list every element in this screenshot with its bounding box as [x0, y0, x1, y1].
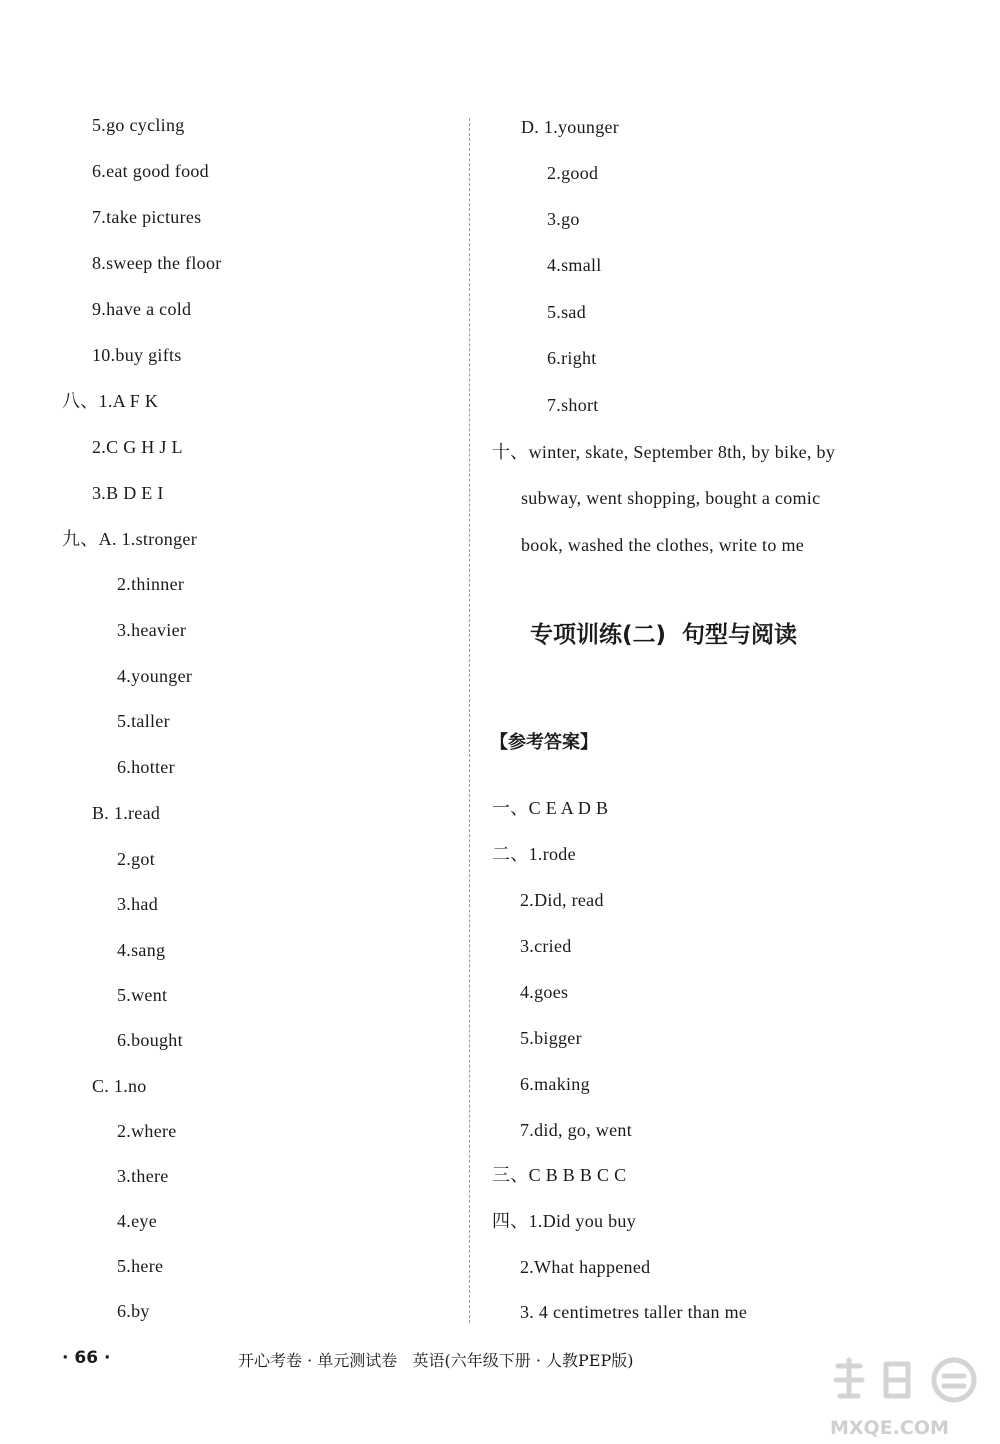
answer-line: 3.cried	[520, 936, 572, 956]
answer-line: 9.have a cold	[92, 299, 192, 319]
answer-line: 3. 4 centimetres taller than me	[520, 1302, 748, 1322]
answer-line: 5.here	[117, 1256, 164, 1276]
section-8-line: 八、1.A F K	[62, 391, 159, 411]
answer-line: 6.by	[117, 1301, 150, 1321]
answer-line: 2.good	[547, 163, 599, 183]
part-d-line: D. 1.younger	[521, 117, 620, 137]
answer-line: 4.younger	[117, 666, 193, 686]
answer-line: 2.What happened	[520, 1257, 651, 1277]
answer-line: 2.C G H J L	[92, 437, 183, 457]
answer-line: 6.hotter	[117, 757, 175, 777]
answer-line: 3.had	[117, 894, 158, 914]
section-1-line: 一、C E A D B	[492, 798, 609, 818]
part-c-line: C. 1.no	[92, 1076, 147, 1096]
column-divider	[469, 118, 470, 1323]
part-b-line: B. 1.read	[92, 803, 161, 823]
answer-line: 4.eye	[117, 1211, 157, 1231]
answer-line: 6.bought	[117, 1030, 183, 1050]
svg-text:MXQE.COM: MXQE.COM	[830, 1417, 949, 1439]
answer-heading: 【参考答案】	[490, 732, 598, 753]
section-4-line: 四、1.Did you buy	[492, 1211, 636, 1231]
section-9-line: 九、A. 1.stronger	[62, 529, 197, 549]
watermark-logo	[826, 1356, 994, 1440]
answer-line: 7.take pictures	[92, 207, 202, 227]
answer-line: 4.sang	[117, 940, 166, 960]
answer-line: 2.Did, read	[520, 890, 604, 910]
answer-line: 3.B D E I	[92, 483, 164, 503]
answer-line: 10.buy gifts	[92, 345, 182, 365]
answer-line: 6.eat good food	[92, 161, 209, 181]
answer-line: 6.right	[547, 348, 597, 368]
answer-line: 3.heavier	[117, 620, 187, 640]
section-10-line: subway, went shopping, bought a comic	[521, 488, 821, 508]
answer-line: 4.small	[547, 255, 602, 275]
section-title: 专项训练(二) 句型与阅读	[530, 622, 798, 648]
answer-line: 5.go cycling	[92, 115, 185, 135]
answer-line: 6.making	[520, 1074, 590, 1094]
answer-line: 2.where	[117, 1121, 177, 1141]
answer-line: 2.thinner	[117, 574, 185, 594]
answer-line: 8.sweep the floor	[92, 253, 222, 273]
section-10-line: 十、winter, skate, September 8th, by bike, by	[492, 442, 836, 462]
answer-line: 5.sad	[547, 302, 586, 322]
section-10-line: book, washed the clothes, write to me	[521, 535, 805, 555]
answer-line: 5.taller	[117, 711, 170, 731]
answer-line: 7.did, go, went	[520, 1120, 632, 1140]
answer-line: 7.short	[547, 395, 599, 415]
page-number: · 66 ·	[62, 1348, 111, 1368]
answer-line: 5.bigger	[520, 1028, 582, 1048]
answer-line: 4.goes	[520, 982, 569, 1002]
section-3-line: 三、C B B B C C	[492, 1165, 627, 1185]
answer-line: 3.go	[547, 209, 580, 229]
section-2-line: 二、1.rode	[492, 844, 576, 864]
answer-line: 3.there	[117, 1166, 169, 1186]
footer-text: 开心考卷 · 单元测试卷 英语(六年级下册 · 人教PEP版)	[238, 1351, 634, 1370]
answer-line: 2.got	[117, 849, 156, 869]
answer-line: 5.went	[117, 985, 168, 1005]
